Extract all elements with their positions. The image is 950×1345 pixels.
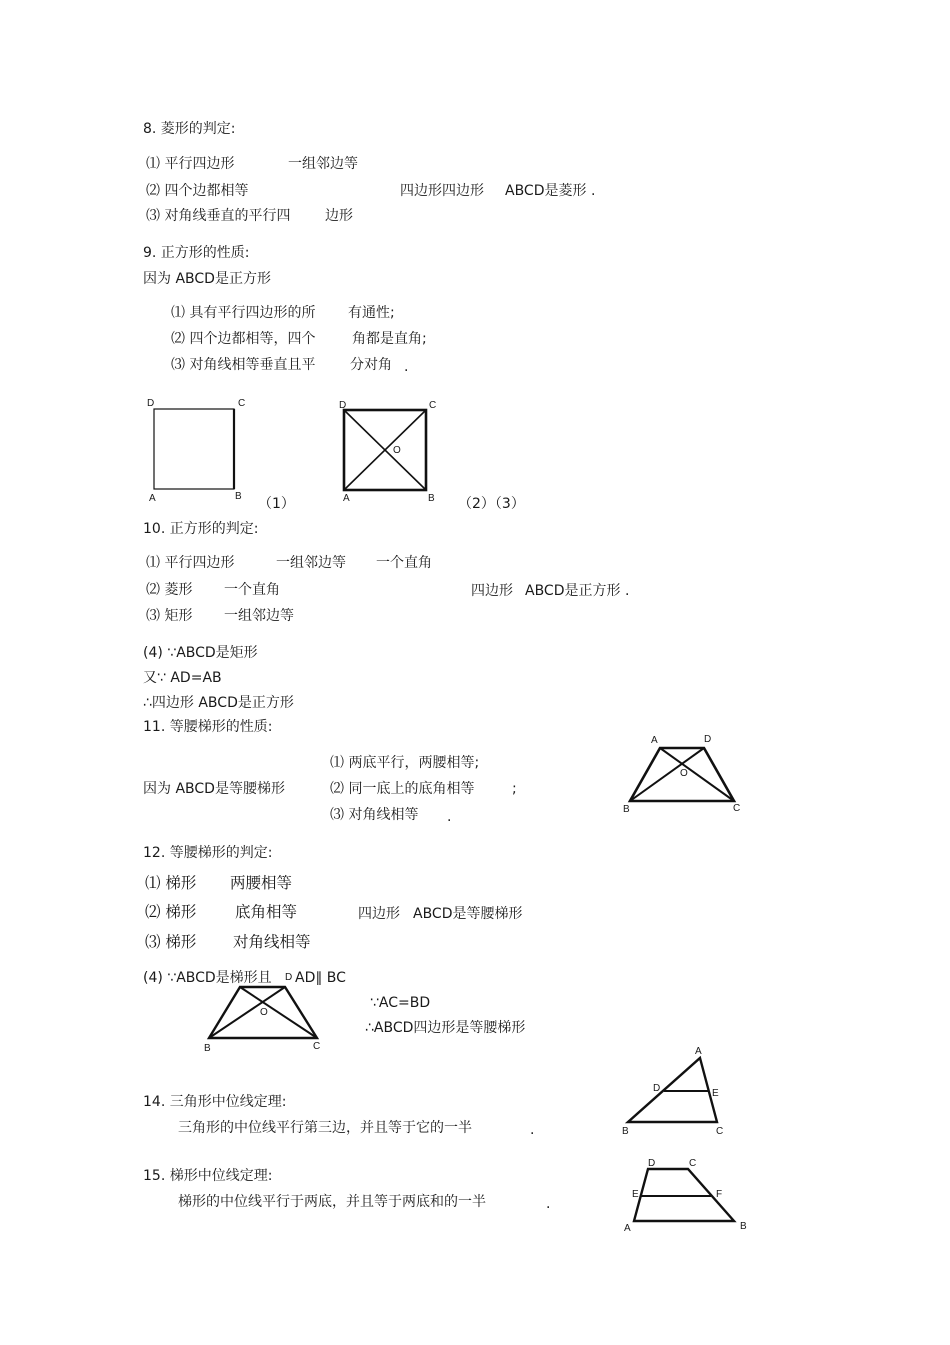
s9-property-1a: ⑴ 具有平行四边形的所 [171, 305, 316, 321]
fig1-label-b: B [235, 491, 242, 502]
fig2-label-b: B [428, 493, 435, 504]
s15-label-c: C [689, 1158, 697, 1169]
s15-label-d: D [648, 1158, 656, 1169]
s10-condition-2b: 一个直角 [224, 582, 280, 598]
section-14-title: 14. 三角形中位线定理: [143, 1094, 287, 1110]
s11-property-2a: ⑵ 同一底上的底角相等 [330, 781, 475, 797]
s10-conclusion-b: ABCD是正方形 . [525, 583, 630, 599]
s10-condition-1c: 一个直角 [376, 555, 432, 571]
s12-proof-line-1b: AD∥ BC [295, 970, 346, 986]
s10-condition-1b: 一组邻边等 [276, 555, 346, 571]
s10-condition-3a: ⑶ 矩形 [146, 608, 193, 624]
s11-label-o: O [680, 768, 688, 779]
section-10-title: 10. 正方形的判定: [143, 521, 259, 537]
s10-condition-2a: ⑵ 菱形 [146, 582, 193, 598]
s12-condition-2a: ⑵ 梯形 [145, 903, 197, 921]
fig2-label-d: D [339, 400, 347, 411]
s11-label-c: C [733, 803, 741, 814]
s12-condition-3b: 对角线相等 [233, 933, 311, 951]
fig1-label-c: C [238, 398, 246, 409]
s12-condition-1b: 两腰相等 [230, 874, 293, 892]
s14-label-c: C [716, 1126, 724, 1137]
s10-condition-3b: 一组邻边等 [224, 608, 294, 624]
s11-property-2b: ; [512, 781, 517, 797]
s11-property-3b: . [447, 809, 452, 825]
section-15-title: 15. 梯形中位线定理: [143, 1168, 273, 1184]
s10-proof-line-3: ∴四边形 ABCD是正方形 [143, 695, 294, 711]
section-8-title: 8. 菱形的判定: [143, 121, 236, 137]
s8-condition-3a: ⑶ 对角线垂直的平行四 [146, 208, 291, 224]
s9-premise: 因为 ABCD是正方形 [143, 271, 271, 287]
s12-conclusion-b: ABCD是等腰梯形 [413, 906, 523, 922]
s8-conclusion-b: ABCD是菱形 . [505, 183, 596, 199]
section-12-title: 12. 等腰梯形的判定: [143, 845, 273, 861]
s11-premise: 因为 ABCD是等腰梯形 [143, 781, 285, 797]
s12-proof-line-3: ∴ABCD四边形是等腰梯形 [365, 1020, 526, 1036]
s15-label-e: E [632, 1189, 639, 1200]
section-9-title: 9. 正方形的性质: [143, 245, 250, 261]
s14-label-b: B [622, 1126, 629, 1137]
s14-label-a: A [695, 1046, 702, 1057]
s10-proof-line-1: (4) ∵ABCD是矩形 [143, 645, 258, 661]
s10-proof-line-2: 又∵ AD=AB [143, 670, 222, 686]
s11-label-a: A [651, 735, 658, 746]
s9-property-3a: ⑶ 对角线相等垂直且平 [171, 357, 316, 373]
s14-theorem: 三角形的中位线平行第三边，并且等于它的一半 [178, 1120, 472, 1136]
s10-conclusion-a: 四边形 [471, 583, 513, 599]
s11-label-d: D [704, 734, 712, 745]
s14-label-d: D [653, 1083, 661, 1094]
s15-theorem: 梯形的中位线平行于两底，并且等于两底和的一半 [178, 1194, 486, 1210]
s12-condition-1a: ⑴ 梯形 [145, 874, 197, 892]
fig2-caption: （2）（3） [458, 496, 525, 512]
s15-theorem-end: . [546, 1196, 551, 1212]
s11-property-3a: ⑶ 对角线相等 [330, 807, 419, 823]
fig2-label-a: A [343, 493, 350, 504]
trapezoid-midline-figure [624, 1160, 744, 1230]
s12-label-c: C [313, 1041, 321, 1052]
s15-label-b: B [740, 1221, 747, 1232]
s12-label-d: D [285, 972, 293, 983]
square-diagonals-figure [330, 400, 440, 500]
s8-condition-3b: 边形 [325, 208, 353, 224]
s14-label-e: E [712, 1088, 719, 1099]
s9-property-3c: . [404, 359, 409, 375]
s15-label-f: F [716, 1189, 723, 1200]
fig1-label-a: A [149, 493, 156, 504]
s8-condition-1a: ⑴ 平行四边形 [146, 156, 235, 172]
s8-condition-2: ⑵ 四个边都相等 [146, 183, 249, 199]
section-11-title: 11. 等腰梯形的性质: [143, 719, 273, 735]
s8-conclusion-a: 四边形四边形 [400, 183, 484, 199]
s12-label-o: O [260, 1007, 268, 1018]
fig2-label-c: C [429, 400, 437, 411]
s9-property-2a: ⑵ 四个边都相等，四个 [171, 331, 316, 347]
s11-property-1: ⑴ 两底平行，两腰相等; [330, 755, 480, 771]
s12-label-b: B [204, 1043, 211, 1054]
s14-theorem-end: . [530, 1122, 535, 1138]
fig2-label-o: O [393, 445, 401, 456]
s10-condition-1a: ⑴ 平行四边形 [146, 555, 235, 571]
s9-property-2b: 角都是直角; [352, 331, 427, 347]
fig1-caption: （1） [258, 496, 295, 512]
s11-label-b: B [623, 804, 630, 815]
s8-condition-1b: 一组邻边等 [288, 156, 358, 172]
s15-label-a: A [624, 1223, 631, 1234]
s12-proof-line-2: ∵AC=BD [370, 995, 431, 1011]
s12-proof-line-1: (4) ∵ABCD是梯形且 [143, 970, 272, 986]
fig1-label-d: D [147, 398, 155, 409]
s12-condition-3a: ⑶ 梯形 [145, 933, 197, 951]
s12-conclusion-a: 四边形 [358, 906, 400, 922]
s12-condition-2b: 底角相等 [235, 903, 298, 921]
s9-property-1b: 有通性; [348, 305, 395, 321]
s9-property-3b: 分对角 [350, 357, 392, 373]
square-figure [145, 400, 255, 500]
